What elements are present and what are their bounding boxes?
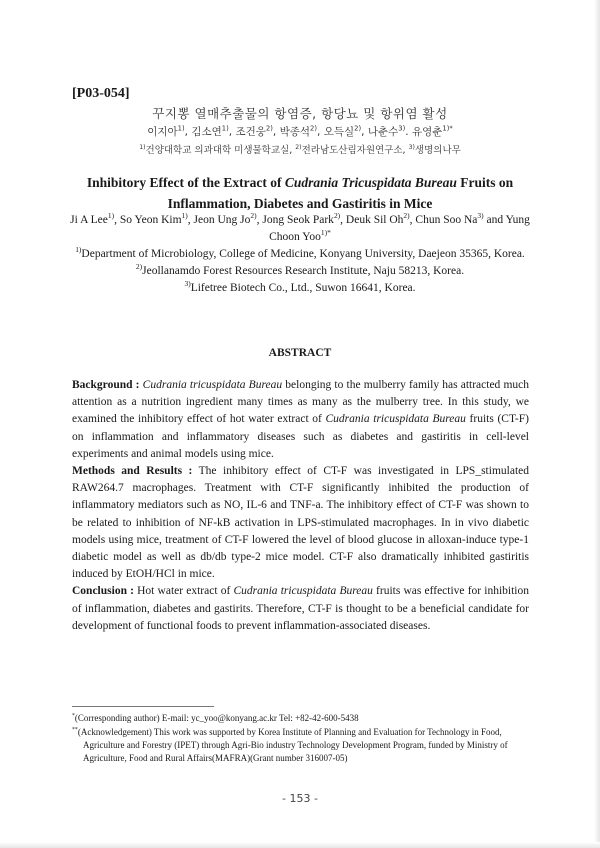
footnote-acknowledgement: **(Acknowledgement) This work was supported by Korea Institute of Planning and Evaluation for Technology in Food, Agriculture and Forestry (IPET) through Agri-Bio industry Technology Development Program, funded by Ministry of Agriculture, Food and Rural Affairs(MAFRA)(Grant number 316007-05)	[72, 727, 508, 764]
author: Deuk Sil Oh	[345, 214, 404, 226]
author: Jeon Ung Jo	[193, 214, 251, 226]
korean-author: 유영춘	[411, 126, 443, 138]
korean-affiliation: 생명의나무	[414, 145, 461, 156]
abstract-conclusion: Conclusion : Hot water extract of Cudrania tricuspidata Bureau fruits was effective for inhibition of inflammation, diabetes and gastirits. Therefore, CT-F is thought to be a beneficial candidate for development of functional foods to prevent inflammation-associated diseases.	[72, 585, 529, 632]
page-edge-bottom	[0, 842, 600, 848]
korean-author: 나춘수	[367, 126, 399, 138]
korean-author: 조건웅	[235, 126, 266, 138]
korean-title: 꾸지뽕 열매추출물의 항염증, 항당뇨 및 항위염 활성	[152, 106, 448, 121]
affiliation-list	[70, 246, 530, 297]
abstract-methods: Methods and Results : The inhibitory effect of CT-F was investigated in LPS_stimulated RAW264.7 macrophages. Treatment with CT-F significantly inhibited the production of inflammatory mediators such as NO, IL-6 and TNF-a. The inhibitory effect of CT-F was shown to be related to inhibition of NF-kB activation in LPS-stimulated macrophages. In in vivo diabetic models using mice, treatment of CT-F lowered the level of blood glucose in alloxan-induce type-1 diabetic model as well as db/db type-2 mice model. CT-F also dramatically inhibited gastiritis induced by EtOH/HCl in mice.	[72, 465, 529, 581]
korean-author: 이지아	[147, 126, 178, 138]
poster-code: [P03-054]	[72, 86, 130, 101]
korean-affiliation: 건양대학교 의과대학 미생물학교실	[145, 145, 290, 156]
abstract-background: Background : Cudrania tricuspidata Bureau belonging to the mulberry family has attracted much attention as a nutrition ingredient many times as many as the mulberry tree. In this study, we examined the inhibitory effect of hot water extract of Cudrania tricuspidata Bureau fruits (CT-F) on inflammation and inflammatory diseases such as diabetes and gastiritis in cell-level experiments and animal models using mice.	[72, 379, 530, 460]
affiliation: $^{3)}$Lifetree Biotech Co., Ltd., Suwon 16641, Korea.	[184, 279, 416, 294]
author: Chun Soo Na	[415, 214, 478, 226]
author: Ji A Lee	[70, 214, 108, 226]
author: Jong Seok Park	[262, 214, 334, 226]
korean-affiliation: 전라남도산림자원연구소	[301, 145, 403, 156]
abstract-heading: ABSTRACT	[268, 347, 332, 359]
korean-authors: 이지아$^{1)}$, 김소연$^{1)}$, 조건웅$^{2)}$, 박종석$^{2)}$, 오득실$^{2)}$, 나춘수$^{3)}$. 유영춘$^{1)*}$	[147, 124, 453, 138]
korean-author: 오득실	[323, 126, 355, 138]
affiliation: $^{2)}$Jeollanamdo Forest Resources Research Institute, Naju 58213, Korea.	[135, 262, 465, 277]
korean-author: 박종석	[279, 126, 311, 138]
korean-author: 김소연	[191, 126, 222, 138]
footnote-corresponding-author: *(Corresponding author) E-mail: yc_yoo@konyang.ac.kr Tel: +82-42-600-5438	[72, 713, 359, 723]
paper-title: Inhibitory Effect of the Extract of Cudrania Tricuspidata Bureau Fruits on Inflammation, Diabetes and Gastiritis in Mice	[86, 175, 514, 211]
author-list: Ji A Lee$^{1)}$, So Yeon Kim$^{1)}$, Jeon Ung Jo$^{2)}$, Jong Seok Park$^{2)}$, Deuk Sil Oh$^{2)}$, Chun Soo Na$^{3)}$ and Yung Choon Yoo$^{1)*}$	[70, 211, 530, 243]
author: So Yeon Kim	[119, 214, 182, 226]
affiliation: $^{1)}$Department of Microbiology, College of Medicine, Konyang University, Daejeon 35365, Korea.	[75, 245, 525, 260]
footnote-divider	[72, 706, 214, 707]
author: Yung Choon Yoo	[269, 214, 530, 243]
page-number: - 153 -	[282, 792, 318, 805]
korean-affiliations: $^{1)}$건양대학교 의과대학 미생물학교실, $^{2)}$전라남도산림자원연구소, $^{3)}$생명의나무	[139, 143, 461, 156]
abstract-body	[72, 377, 529, 635]
